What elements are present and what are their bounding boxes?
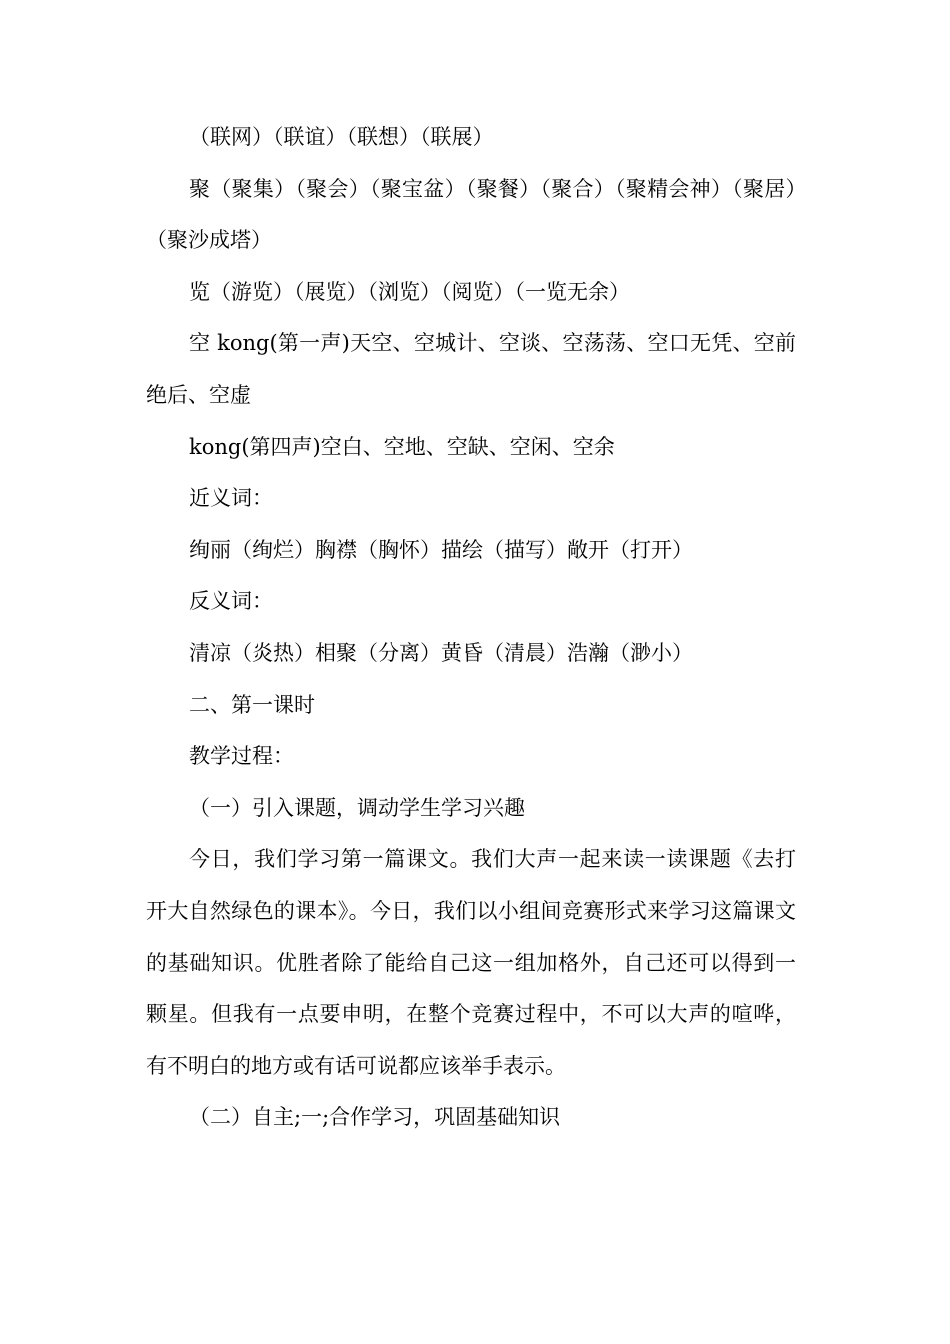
heading-synonyms: 近义词：: [189, 486, 273, 511]
section-heading-first-lesson: 二、第一课时: [189, 692, 315, 717]
paragraph-kong-fourth-tone: kong(第四声)空白、空地、空缺、空闲、空余: [189, 434, 615, 459]
step-heading-cooperative-learning: （二）自主;一;合作学习，巩固基础知识: [189, 1105, 561, 1130]
paragraph-antonyms: 清凉（炎热）相聚（分离）黄昏（清晨）浩瀚（渺小）: [189, 640, 693, 665]
heading-teaching-process: 教学过程：: [189, 744, 294, 769]
step-heading-introduction: （一）引入课题，调动学生学习兴趣: [189, 795, 525, 820]
paragraph-ju-words: 聚（聚集）（聚会）（聚宝盆）（聚餐）（聚合）（聚精会神）（聚居）（聚沙成塔）: [146, 176, 796, 253]
paragraph-synonyms: 绚丽（绚烂）胸襟（胸怀）描绘（描写）敞开（打开）: [189, 537, 693, 562]
paragraph-lian-words: （联网）（联谊）（联想）（联展）: [189, 125, 494, 149]
document-body: [146, 112, 796, 1144]
heading-antonyms: 反义词：: [189, 589, 273, 614]
paragraph-introduction-body: 今日，我们学习第一篇课文。我们大声一起来读一读课题《去打开大自然绿色的课本》。今日，我们以小组间竞赛形式来学习这篇课文的基础知识。优胜者除了能给自己这一组加格外，自己还可以得到一颗星。但我有一点要申明，在整个竞赛过程中，不可以大声的喧哗，有不明白的地方或有话可说都应该举手表示。: [146, 847, 796, 1078]
paragraph-lan-words: 览（游览）（展览）（浏览）（阅览）（一览无余）: [189, 279, 630, 304]
paragraph-kong-first-tone: 空 kong(第一声)天空、空城计、空谈、空荡荡、空口无凭、空前绝后、空虚: [146, 331, 796, 407]
